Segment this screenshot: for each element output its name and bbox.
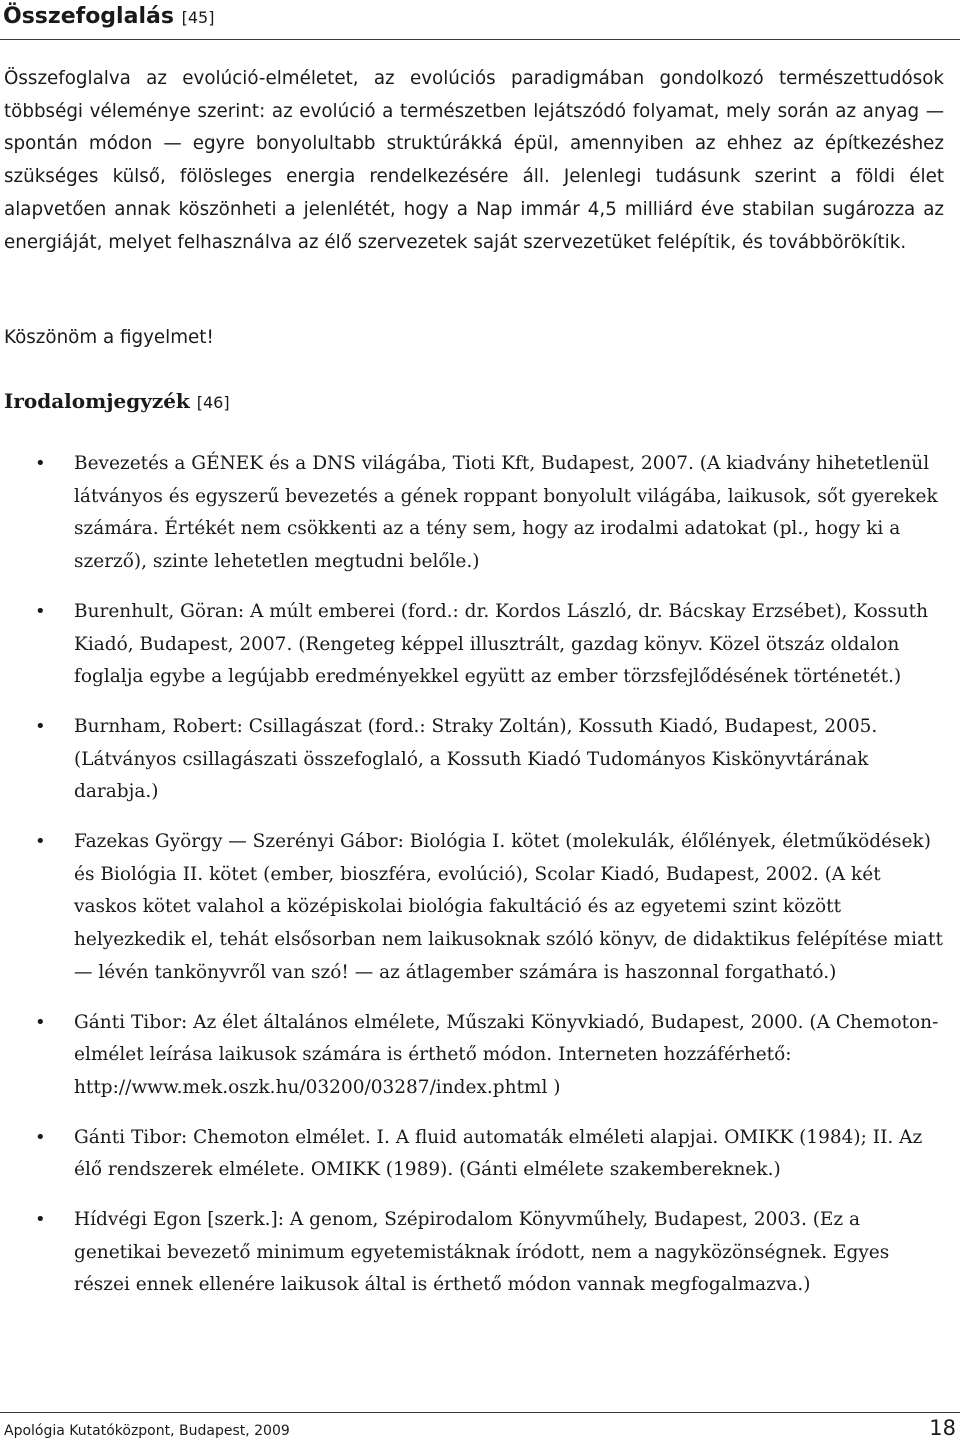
section-title: Összefoglalás	[3, 4, 174, 29]
bibliography-item-text: Gánti Tibor: Az élet általános elmélete, Műszaki Könyvkiadó, Budapest, 2000. (A Chemoton-elmélet leírása laikusok számára is érthető módon. Interneten hozzáférhető: http://www.mek.oszk.hu/03200/03287/index.phtml )	[74, 1011, 939, 1098]
bullet-icon: •	[35, 453, 46, 474]
bullet-icon: •	[35, 1011, 46, 1033]
bibliography-item	[0, 1204, 960, 1302]
bibliography-reference: [46]	[196, 393, 230, 412]
bullet-icon: •	[35, 715, 46, 737]
bullet-icon: •	[35, 1209, 46, 1231]
bibliography-item-text: Fazekas György — Szerényi Gábor: Biológia I. kötet (molekulák, élőlények, életműködések) és Biológia II. kötet (ember, bioszféra, evolúció), Scolar Kiadó, Budapest, 2002. (A két vaskos kötet valahol a középiskolai biológia fakultáció és az egyetemi szint között helyezkedik el, tehát elsősorban nem laikusoknak szóló könyv, de didaktikus felépítése miatt — lévén tankönyvről van szó! — az átlagember számára is haszonnal forgatható.)	[74, 831, 943, 983]
bibliography-heading	[4, 385, 230, 419]
bibliography-item-text: Burenhult, Göran: A múlt emberei (ford.: dr. Kordos László, dr. Bácskay Erzsébet), Kossuth Kiadó, Budapest, 2007. (Rengeteg képpel illusztrált, gazdag könyv. Közel ötszáz oldalon foglalja egybe a legújabb eredményekkel együtt az ember törzsfejlődésének történetét.)	[74, 600, 929, 688]
footer-divider	[0, 1412, 960, 1413]
summary-paragraph: Összefoglalva az evolúció-elméletet, az evolúciós paradigmában gondolkozó természettudósok többségi véleménye szerint: az evolúció a természetben lejátszódó folyamat, mely során az anyag — spontán módon — egyre bonyolultabb struktúrákká épül, amennyiben az ehhez az építkezéshez szükséges külső, fölösleges energia rendelkezésére áll. Jelenlegi tudásunk szerint a földi élet alapvetően annak köszönheti a jelenlétét, hogy a Nap immár 4,5 milliárd éve stabilan sugározza az energiáját, melyet felhasználva az élő szervezetek saját szervezetüket felépítik, és továbbörökítik.	[4, 68, 944, 253]
bullet-icon: •	[35, 831, 46, 853]
bibliography-item	[0, 596, 960, 694]
closing-remark: Köszönöm a figyelmet!	[4, 327, 214, 348]
bibliography-item-text: Burnham, Robert: Csillagászat (ford.: Straky Zoltán), Kossuth Kiadó, Budapest, 2005. (Látványos csillagászati összefoglaló, a Kossuth Kiadó Tudományos Kiskönyvtárának darabja.)	[74, 715, 878, 803]
bibliography-item	[0, 448, 960, 579]
heading-divider	[0, 39, 960, 40]
section-reference: [45]	[181, 8, 215, 27]
bibliography-item-text: Gánti Tibor: Chemoton elmélet. I. A fluid automaták elméleti alapjai. OMIKK (1984); II. Az élő rendszerek elmélete. OMIKK (1989). (Gánti elmélete szakembereknek.)	[74, 1126, 923, 1181]
bibliography-item	[0, 1007, 960, 1105]
footer-publisher: Apológia Kutatóközpont, Budapest, 2009	[4, 1423, 290, 1439]
section-heading	[3, 2, 214, 33]
bibliography-item	[0, 711, 960, 809]
bibliography-item-text: Hídvégi Egon [szerk.]: A genom, Szépirodalom Könyvműhely, Budapest, 2003. (Ez a genetikai bevezető minimum egyetemistáknak íródott, nem a nagyközönségnek. Egyes részei ennek ellenére laikusok által is érthető módon vannak megfogalmazva.)	[74, 1209, 890, 1296]
bullet-icon: •	[35, 1126, 46, 1148]
bibliography-item	[0, 1122, 960, 1187]
bibliography-title: Irodalomjegyzék	[4, 389, 190, 413]
bibliography-item	[0, 826, 960, 990]
bullet-icon: •	[35, 600, 46, 622]
bibliography-list	[0, 448, 960, 1319]
bibliography-item-text: Bevezetés a GÉNEK és a DNS világába, Tioti Kft, Budapest, 2007. (A kiadvány hihetetlenül látványos és egyszerű bevezetés a gének roppant bonyolult világába, laikusok, sőt gyerekek számára. Értékét nem csökkenti az a tény sem, hogy az irodalmi adatokat (pl., hogy ki a szerző), szinte lehetetlen megtudni belőle.)	[74, 453, 938, 573]
page-number: 18	[929, 1416, 956, 1440]
